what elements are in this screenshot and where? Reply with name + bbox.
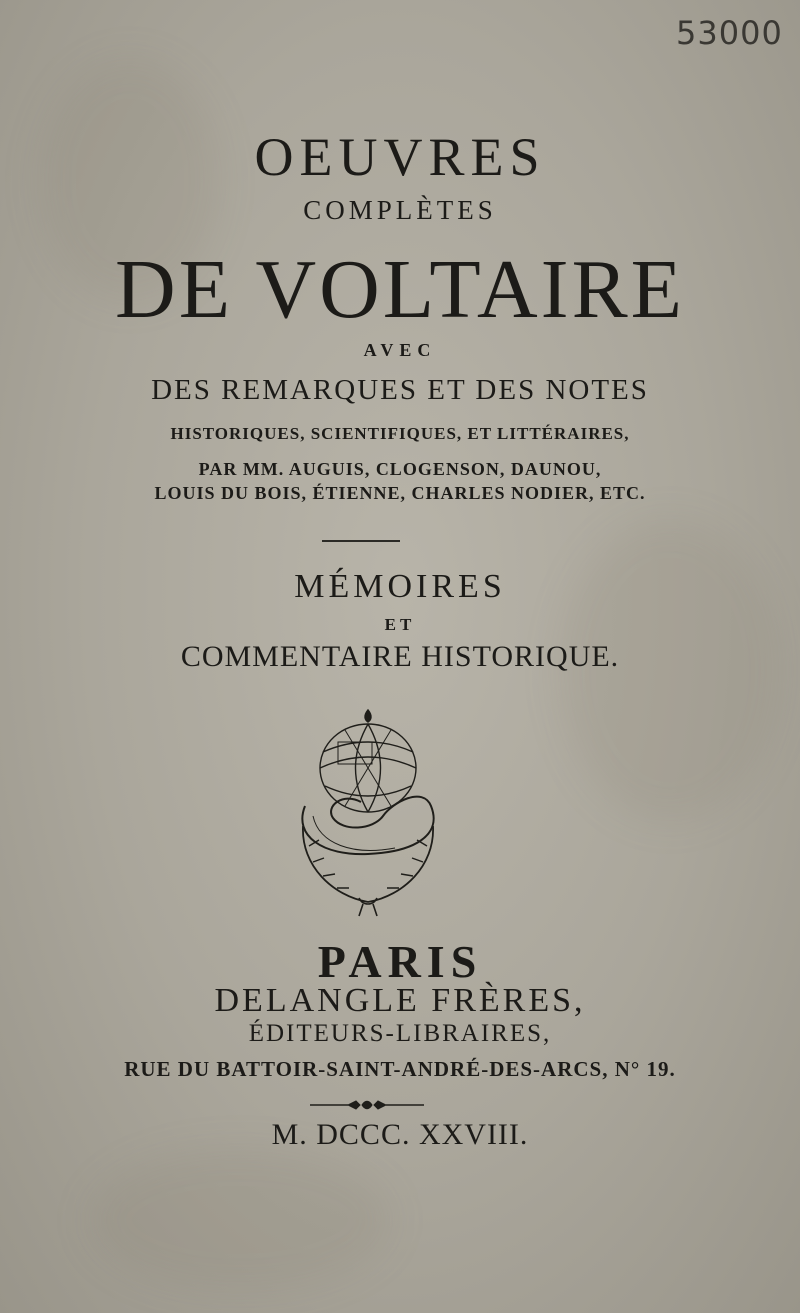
volume-et: ET — [384, 615, 416, 634]
title-de-voltaire: DE VOLTAIRE — [115, 243, 685, 336]
subtitle-remarques: DES REMARQUES ET DES NOTES — [151, 374, 649, 406]
imprint-address: RUE DU BATTOIR-SAINT-ANDRÉ-DES-ARCS, N° 19. — [124, 1057, 676, 1081]
paper-stain — [90, 1150, 390, 1290]
authors-line-1: PAR MM. AUGUIS, CLOGENSON, DAUNOU, — [198, 459, 602, 479]
subtitle-avec: AVEC — [363, 340, 437, 360]
imprint-city: PARIS — [317, 936, 483, 987]
title-completes: COMPLÈTES — [303, 195, 497, 225]
volume-memoires: MÉMOIRES — [294, 568, 506, 605]
handwritten-catalog-number: 53000 — [676, 14, 783, 52]
imprint-publisher: DELANGLE FRÈRES, — [214, 982, 586, 1019]
title-oeuvres: OEUVRES — [254, 127, 546, 187]
ornament-divider-icon — [310, 1098, 424, 1112]
subtitle-historiques: HISTORIQUES, SCIENTIFIQUES, ET LITTÉRAIRES, — [170, 424, 630, 443]
globe-serpent-emblem-icon — [283, 706, 453, 918]
imprint-date: M. DCCC. XXVIII. — [271, 1118, 529, 1151]
imprint-role: ÉDITEURS-LIBRAIRES, — [248, 1020, 552, 1047]
authors-line-2: LOUIS DU BOIS, ÉTIENNE, CHARLES NODIER, ETC. — [154, 483, 646, 503]
divider-rule — [322, 540, 400, 542]
volume-commentaire-historique: COMMENTAIRE HISTORIQUE. — [180, 640, 620, 673]
